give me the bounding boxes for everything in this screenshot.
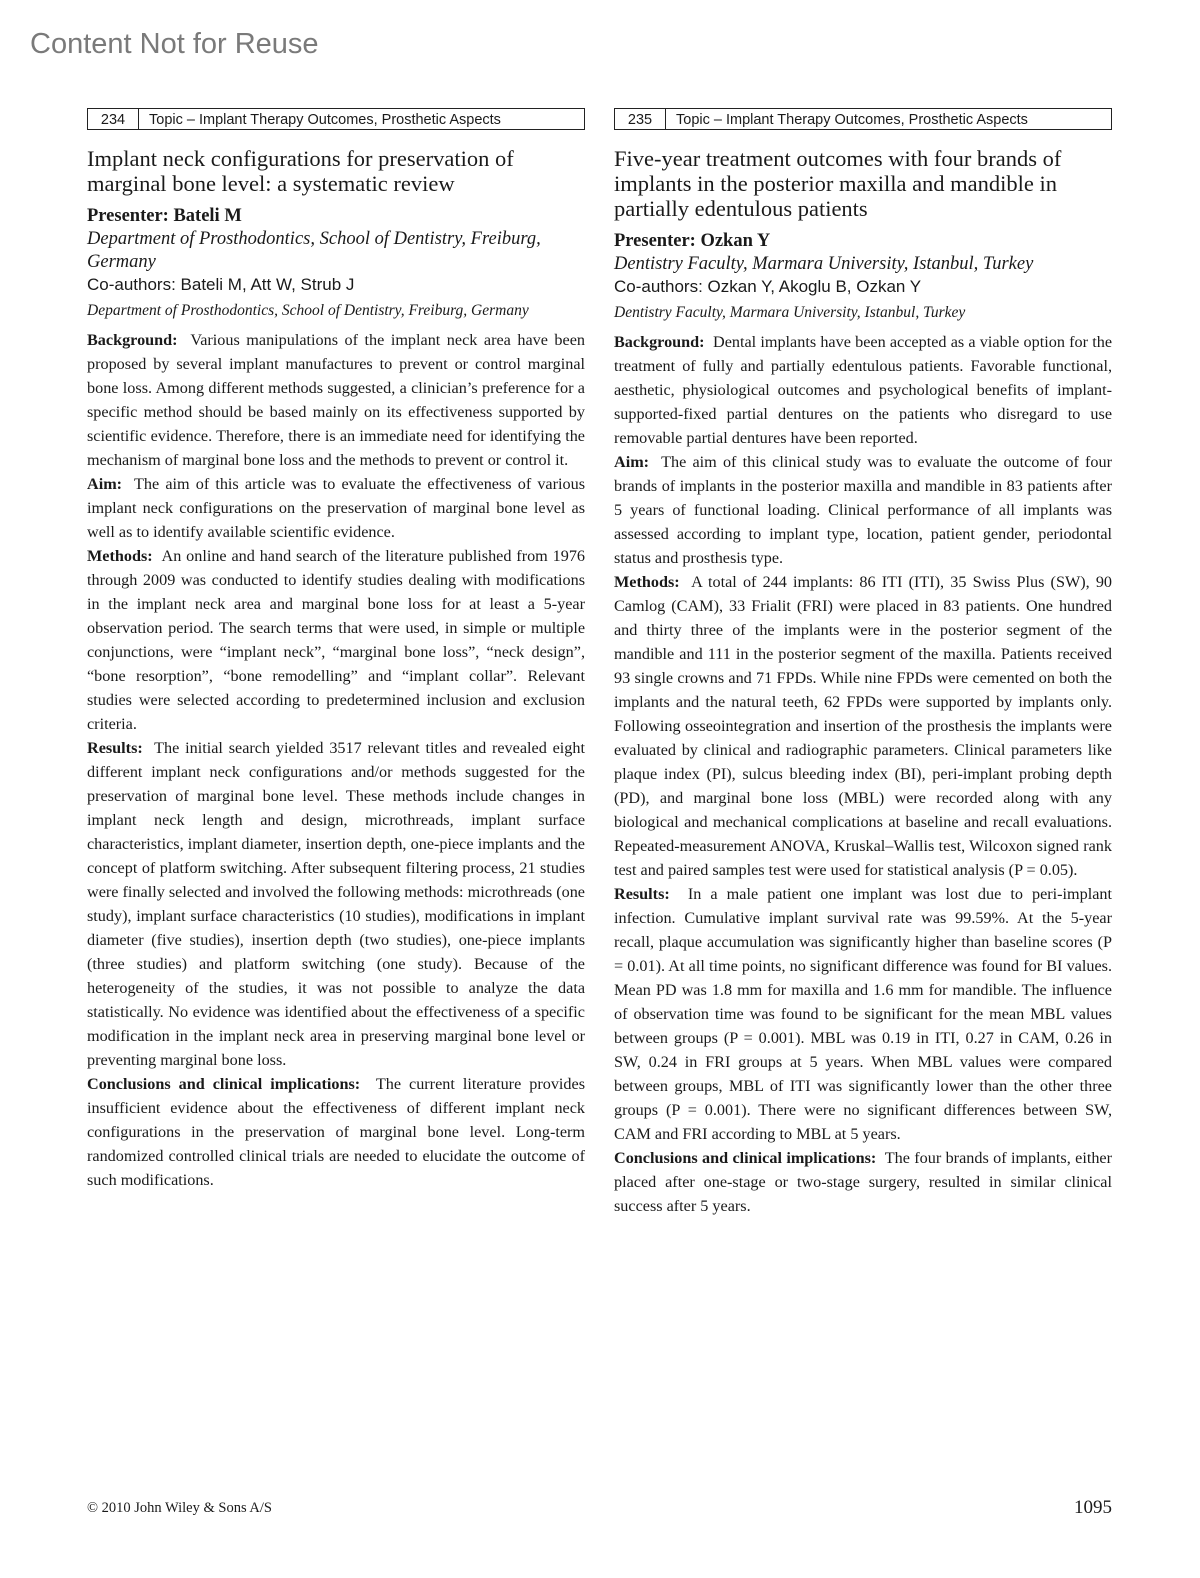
topic-header <box>614 108 1112 130</box>
section-text: The current literature provides insufficient evidence about the effectiveness of different implant neck configurations in the preservation of marginal bone level. Long-term randomized controlled clinical trials are needed to elucidate the outcome of such modifications. <box>87 1075 585 1189</box>
section-label: Aim: <box>87 475 123 493</box>
section-results <box>87 736 585 1072</box>
section-text: An online and hand search of the literature published from 1976 through 2009 was conducted to identify studies dealing with modifications in the implant neck area and marginal bone loss for at least a 5-year observation period. The search terms that were used, in simple or multiple conjunctions, were “implant neck”, “marginal bone loss”, “neck design”, “bone resorption”, “bone remodelling” and “implant collar”. Relevant studies were selected according to predetermined inclusion and exclusion criteria. <box>87 547 586 733</box>
section-aim <box>87 472 585 544</box>
abstract-title: Implant neck configurations for preservation of marginal bone level: a systematic review <box>87 146 514 196</box>
section-text: Various manipulations of the implant neck area have been proposed by several implant manufactures to prevent or control marginal bone loss. Among different methods suggested, a clinician’s preference for a specific method should be based mainly on its effectiveness supported by scientific evidence. Therefore, there is an immediate need for identifying the mechanism of marginal bone loss and the methods to prevent or control it. <box>87 331 585 469</box>
presenter-affiliation: Department of Prosthodontics, School of Dentistry, Freiburg, Germany <box>87 229 541 272</box>
section-aim <box>614 450 1112 570</box>
section-text: The aim of this article was to evaluate the effectiveness of various implant neck configurations on the preservation of marginal bone level as well as to identify available scientific evidence. <box>87 475 585 541</box>
abstract-body <box>87 328 585 1192</box>
coauthors: Co-authors: Ozkan Y, Akoglu B, Ozkan Y <box>614 277 922 296</box>
topic-label: Topic – Implant Therapy Outcomes, Prosthetic Aspects <box>149 112 501 128</box>
section-conclusions <box>614 1146 1112 1218</box>
section-text: Dental implants have been accepted as a viable option for the treatment of fully and partially edentulous patients. Favorable functional, aesthetic, physiological outcomes and psychological benefits of implant-supported-fixed partial dentures on the patients who disregard to use removable partial dentures have been reported. <box>614 333 1113 447</box>
section-methods <box>87 544 585 736</box>
presenter: Presenter: Bateli M <box>87 206 242 226</box>
watermark: Content Not for Reuse <box>30 28 319 60</box>
section-label: Background: <box>614 333 705 351</box>
coauthor-affiliation: Department of Prosthodontics, School of Dentistry, Freiburg, Germany <box>87 302 529 319</box>
coauthors: Co-authors: Bateli M, Att W, Strub J <box>87 275 355 294</box>
section-label: Results: <box>614 885 670 903</box>
topic-label: Topic – Implant Therapy Outcomes, Prosthetic Aspects <box>676 112 1028 128</box>
page-number: 1095 <box>1074 1497 1112 1518</box>
topic-header <box>87 108 585 130</box>
section-text: The initial search yielded 3517 relevant titles and revealed eight different implant neck configurations and/or methods suggested for the preservation of marginal bone level. These methods include changes in implant neck length and design, microthreads, implant surface characteristics, implant diameter, insertion depth, one-piece implants and the concept of platform switching. After subsequent filtering process, 21 studies were finally selected and involved the following methods: microthreads (one study), implant surface characteristics (10 studies), modifications in implant diameter (five studies), insertion depth (two studies), one-piece implants (three studies) and platform switching (one study). Because of the heterogeneity of the studies, it was not possible to analyze the data statistically. No evidence was identified about the effectiveness of a specific modification in the implant neck area in preserving marginal bone level or preventing marginal bone loss. <box>87 739 585 1069</box>
section-text: In a male patient one implant was lost due to peri-implant infection. Cumulative implant survival rate was 99.59%. At the 5-year recall, plaque accumulation was significantly higher than baseline scores (P = 0.01). At all time points, no significant difference was found for BI values. Mean PD was 1.8 mm for maxilla and 1.6 mm for mandible. The influence of observation time was found to be significant for the mean MBL values between groups (P = 0.001). MBL was 0.19 in ITI, 0.27 in CAM, 0.26 in SW, 0.24 in FRI groups at 5 years. When MBL values were compared between groups, MBL of ITI was significantly lower than the other three groups (P = 0.001). There were no significant differences between SW, CAM and FRI according to MBL at 5 years. <box>614 885 1113 1143</box>
section-background <box>614 330 1112 450</box>
section-label: Aim: <box>614 453 650 471</box>
section-methods <box>614 570 1112 882</box>
section-label: Methods: <box>614 573 680 591</box>
copyright: © 2010 John Wiley & Sons A/S <box>87 1500 272 1516</box>
section-label: Methods: <box>87 547 153 565</box>
abstract-body <box>614 330 1112 1218</box>
section-results <box>614 882 1112 1146</box>
presenter-affiliation: Dentistry Faculty, Marmara University, Istanbul, Turkey <box>614 254 1034 274</box>
section-background <box>87 328 585 472</box>
section-conclusions <box>87 1072 585 1192</box>
section-label: Conclusions and clinical implications: <box>87 1075 361 1093</box>
section-label: Background: <box>87 331 178 349</box>
section-text: A total of 244 implants: 86 ITI (ITI), 35 Swiss Plus (SW), 90 Camlog (CAM), 33 Frialit (FRI) were placed in 83 patients. One hundred and thirty three of the implants were in the posterior segment of the mandible and 111 in the posterior segment of the maxilla. Patients received 93 single crowns and 71 FPDs. While nine FPDs were cemented on both the implants and the natural teeth, 62 FPDs were supported by implants only. Following osseointegration and insertion of the prosthesis the implants were evaluated by clinical and radiographic parameters. Clinical parameters like plaque index (PI), sulcus bleeding index (BI), peri-implant probing depth (PD), and marginal bone loss (MBL) were recorded along with any biological and mechanical complications at baseline and recall evaluations. Repeated-measurement ANOVA, Kruskal–Wallis test, Wilcoxon signed rank test and paired samples test were used for statistical analysis (P = 0.05). <box>614 573 1113 879</box>
section-text: The four brands of implants, either placed after one-stage or two-stage surgery, resulted in similar clinical success after 5 years. <box>614 1149 1112 1215</box>
section-label: Results: <box>87 739 143 757</box>
section-text: The aim of this clinical study was to evaluate the outcome of four brands of implants in the posterior maxilla and mandible in 83 patients after 5 years of functional loading. Clinical performance of all implants was assessed according to implant type, location, patient gender, periodontal status and prosthesis type. <box>614 453 1112 567</box>
abstract-235 <box>614 108 1112 1218</box>
abstract-number: 235 <box>615 109 666 129</box>
coauthor-affiliation: Dentistry Faculty, Marmara University, Istanbul, Turkey <box>614 304 966 321</box>
section-label: Conclusions and clinical implications: <box>614 1149 877 1167</box>
presenter: Presenter: Ozkan Y <box>614 231 771 251</box>
abstract-title: Five-year treatment outcomes with four brands of implants in the posterior maxilla and mandible in partially edentulous patients <box>614 146 1062 221</box>
abstract-number: 234 <box>88 109 139 129</box>
abstract-234 <box>87 108 585 1192</box>
